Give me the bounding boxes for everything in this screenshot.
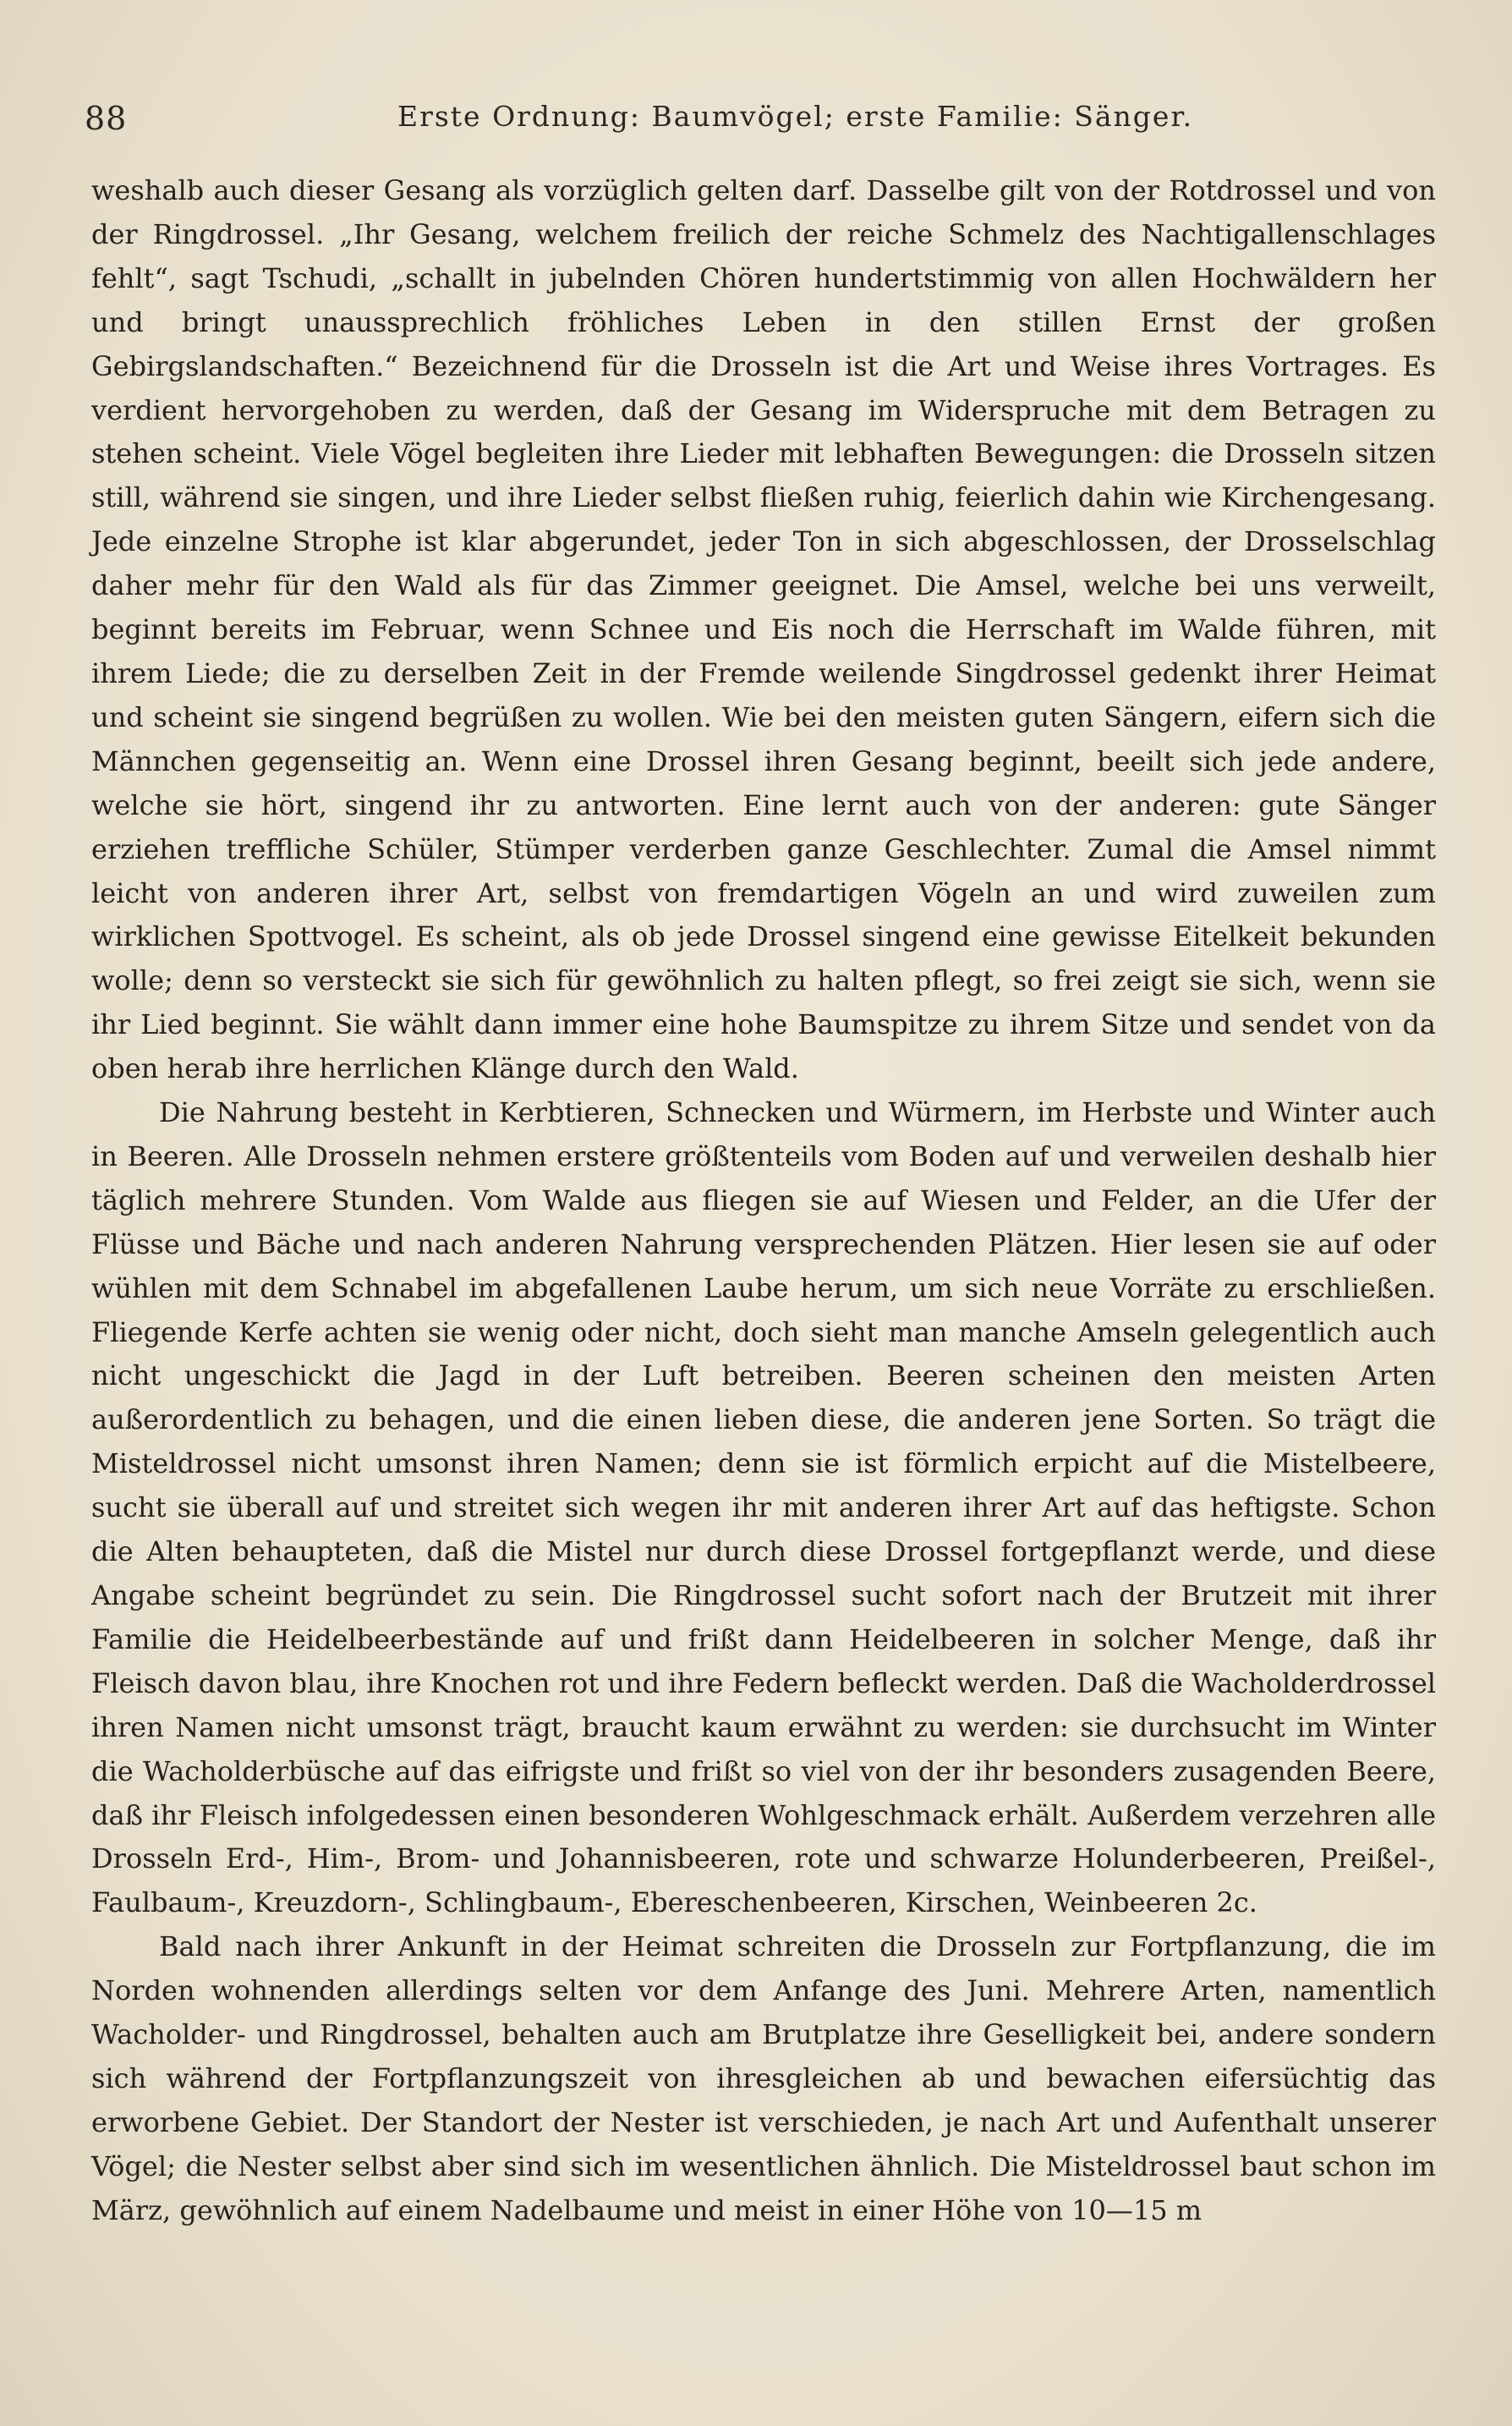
paragraph-2: Die Nahrung besteht in Kerbtieren, Schnecken und Würmern, im Herbste und Winter auch in Beeren. Alle Drosseln nehmen erstere größtenteils vom Boden auf und verweilen deshalb hier täglich mehrere Stunden. Vom Walde aus fliegen sie auf Wiesen und Felder, an die Ufer der Flüsse und Bäche und nach anderen Nahrung versprechenden Plätzen. Hier lesen sie auf oder wühlen mit dem Schnabel im abgefallenen Laube herum, um sich neue Vorräte zu erschließen. Fliegende Kerfe achten sie wenig oder nicht, doch sieht man manche Amseln gelegentlich auch nicht ungeschickt die Jagd in der Luft betreiben. Beeren scheinen den meisten Arten außerordentlich zu behagen, und die einen lieben diese, die anderen jene Sorten. So trägt die Misteldrossel nicht umsonst ihren Namen; denn sie ist förmlich erpicht auf die Mistelbeere, sucht sie überall auf und streitet sich wegen ihr mit anderen ihrer Art auf das heftigste. Schon die Alten behaupteten, daß die Mistel nur durch diese Drossel fortgepflanzt werde, und diese Angabe scheint begründet zu sein. Die Ringdrossel sucht sofort nach der Brutzeit mit ihrer Familie die Heidelbeerbestände auf und frißt dann Heidelbeeren in solcher Menge, daß ihr Fleisch davon blau, ihre Knochen rot und ihre Federn befleckt werden. Daß die Wacholderdrossel ihren Namen nicht umsonst trägt, braucht kaum erwähnt zu werden: sie durchsucht im Winter die Wacholderbüsche auf das eifrigste und frißt so viel von der ihr besonders zusagenden Beere, daß ihr Fleisch infolgedessen einen besonderen Wohlgeschmack erhält. Außerdem verzehren alle Drosseln Erd-, Him-, Brom- und Johannisbeeren, rote und schwarze Holunderbeeren, Preißel-, Faulbaum-, Kreuzdorn-, Schlingbaum-, Ebereschenbeeren, Kirschen, Weinbeeren 2c. — [91, 1096, 1436, 1919]
paragraph-1: weshalb auch dieser Gesang als vorzüglich gelten darf. Dasselbe gilt von der Rotdrossel und von der Ringdrossel. „Ihr Gesang, welchem freilich der reiche Schmelz des Nachtigallenschlages fehlt“, sagt Tschudi, „schallt in jubelnden Chören hundertstimmig von allen Hochwäldern her und bringt unaussprechlich fröhliches Leben in den stillen Ernst der großen Gebirgslandschaften.“ Bezeichnend für die Drosseln ist die Art und Weise ihres Vortrages. Es verdient hervorgehoben zu werden, daß der Gesang im Widerspruche mit dem Betragen zu stehen scheint. Viele Vögel begleiten ihre Lieder mit lebhaften Bewegungen: die Drosseln sitzen still, während sie singen, und ihre Lieder selbst fließen ruhig, feierlich dahin wie Kirchengesang. Jede einzelne Strophe ist klar abgerundet, jeder Ton in sich abgeschlossen, der Drosselschlag daher mehr für den Wald als für das Zimmer geeignet. Die Amsel, welche bei uns verweilt, beginnt bereits im Februar, wenn Schnee und Eis noch die Herrschaft im Walde führen, mit ihrem Liede; die zu derselben Zeit in der Fremde weilende Singdrossel gedenkt ihrer Heimat und scheint sie singend begrüßen zu wollen. Wie bei den meisten guten Sängern, eifern sich die Männchen gegenseitig an. Wenn eine Drossel ihren Gesang beginnt, beeilt sich jede andere, welche sie hört, singend ihr zu antworten. Eine lernt auch von der anderen: gute Sänger erziehen treffliche Schüler, Stümper verderben ganze Geschlechter. Zumal die Amsel nimmt leicht von anderen ihrer Art, selbst von fremdartigen Vögeln an und wird zuweilen zum wirklichen Spottvogel. Es scheint, als ob jede Drossel singend eine gewisse Eitelkeit bekunden wolle; denn so versteckt sie sich für gewöhnlich zu halten pflegt, so frei zeigt sie sich, wenn sie ihr Lied beginnt. Sie wählt dann immer eine hohe Baumspitze zu ihrem Sitze und sendet von da oben herab ihre herrlichen Klänge durch den Wald. — [91, 174, 1436, 1085]
paragraph-3: Bald nach ihrer Ankunft in der Heimat schreiten die Drosseln zur Fortpflanzung, die im Norden wohnenden allerdings selten vor dem Anfange des Juni. Mehrere Arten, namentlich Wacholder- und Ringdrossel, behalten auch am Brutplatze ihre Geselligkeit bei, andere sondern sich während der Fortpflanzungszeit von ihresgleichen ab und bewachen eifersüchtig das erworbene Gebiet. Der Standort der Nester ist verschieden, je nach Art und Aufenthalt unserer Vögel; die Nester selbst aber sind sich im wesentlichen ähnlich. Die Misteldrossel baut schon im März, gewöhnlich auf einem Nadelbaume und meist in einer Höhe von 10—15 m — [91, 1930, 1436, 2226]
body-text — [91, 169, 1436, 2233]
running-head: Erste Ordnung: Baumvögel; erste Familie: Sänger. — [397, 100, 1194, 133]
page-number: 88 — [85, 100, 128, 137]
page-header — [85, 100, 1438, 151]
